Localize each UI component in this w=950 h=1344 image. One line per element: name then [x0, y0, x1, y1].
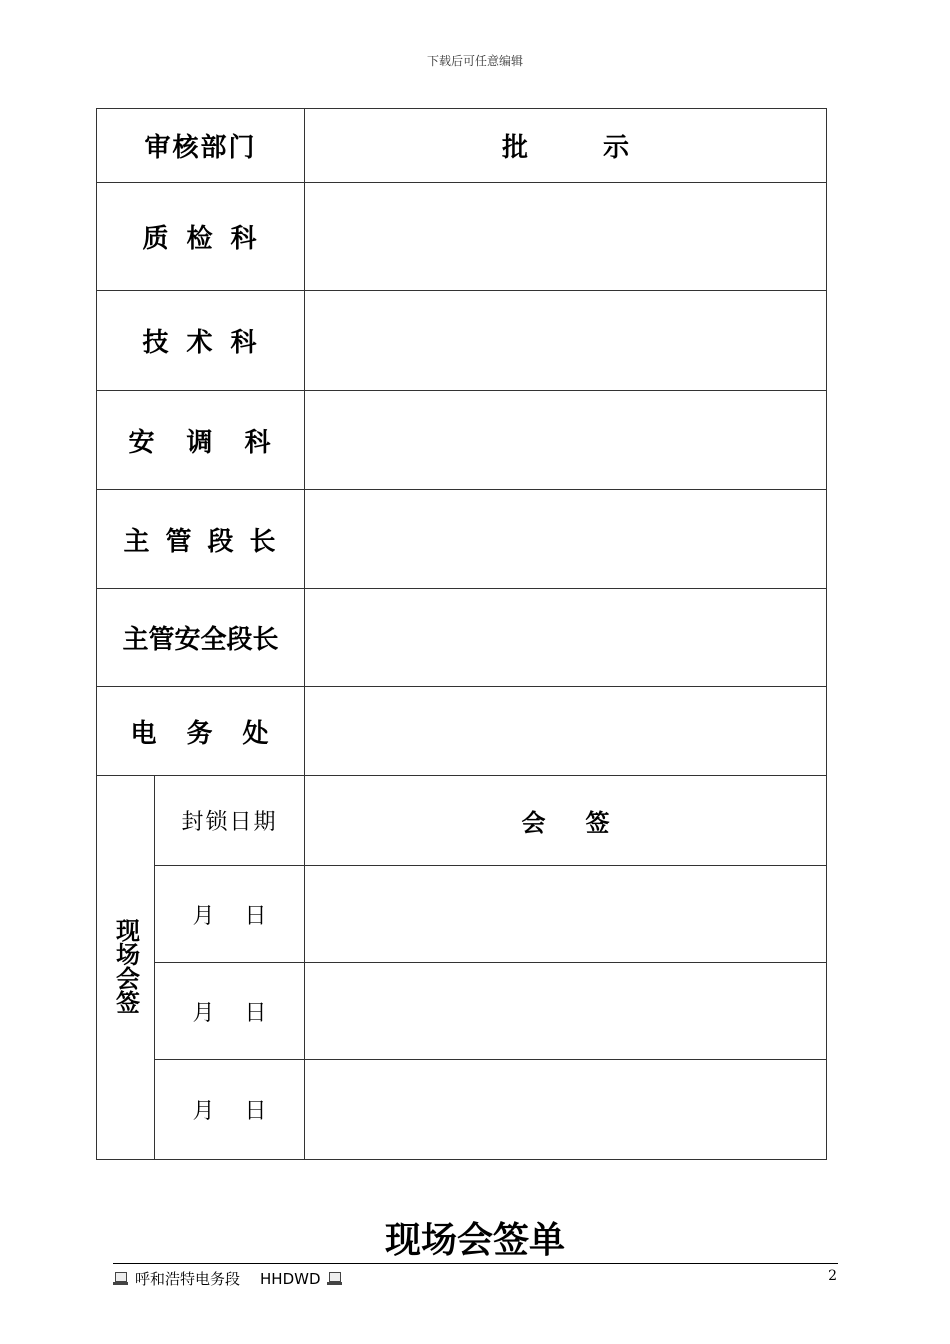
dept-char: 电	[130, 718, 159, 749]
footer	[113, 1268, 343, 1289]
remarks-cell[interactable]	[305, 687, 827, 776]
remarks-char: 批	[502, 133, 529, 163]
table-row	[97, 866, 827, 963]
dept-char: 主	[123, 526, 152, 557]
remarks-cell[interactable]	[305, 291, 827, 391]
footer-text: 呼和浩特电务段	[135, 1270, 241, 1288]
document-title: 现场会签单	[384, 1219, 565, 1261]
dept-column-header: 审核部门	[97, 109, 305, 183]
remarks-char: 示	[603, 133, 630, 163]
dept-char: 处	[242, 718, 271, 749]
remarks-cell[interactable]	[305, 490, 827, 589]
table-row	[97, 391, 827, 490]
dept-char: 科	[230, 328, 259, 358]
dept-char: 管	[165, 526, 194, 557]
date-cell[interactable]	[155, 1060, 305, 1160]
table-row	[97, 687, 827, 776]
table-header-row	[97, 109, 827, 183]
month-label: 月	[192, 903, 215, 929]
dept-char: 务	[186, 718, 215, 749]
computer-icon	[113, 1272, 129, 1286]
remarks-column-header	[305, 109, 827, 183]
footer-divider	[113, 1263, 838, 1264]
month-label: 月	[192, 1099, 215, 1124]
day-label: 日	[244, 903, 267, 929]
dept-char: 调	[186, 427, 215, 458]
footer-code: HHDWD	[260, 1269, 321, 1288]
date-cell[interactable]	[155, 866, 305, 963]
dept-section-chief	[97, 490, 305, 589]
dept-char: 段	[207, 526, 236, 557]
remarks-cell[interactable]	[305, 589, 827, 687]
remarks-cell[interactable]	[305, 391, 827, 490]
countersign-cell[interactable]	[305, 1060, 827, 1160]
table-row	[97, 1060, 827, 1160]
table-row	[97, 291, 827, 391]
dept-char: 技	[142, 328, 171, 358]
table-row	[97, 589, 827, 687]
dept-char: 科	[230, 224, 259, 254]
countersign-cell[interactable]	[305, 963, 827, 1060]
dept-char: 长	[249, 526, 278, 557]
onsite-header-row	[97, 776, 827, 866]
day-label: 日	[244, 1099, 267, 1124]
countersign-cell[interactable]	[305, 866, 827, 963]
table-row	[97, 490, 827, 589]
header-note: 下载后可任意编辑	[426, 54, 523, 68]
remarks-cell[interactable]	[305, 183, 827, 291]
page-number: 2	[828, 1268, 837, 1284]
dept-char: 安	[128, 427, 157, 458]
date-cell[interactable]	[155, 963, 305, 1060]
dept-electrical	[97, 687, 305, 776]
table-row	[97, 183, 827, 291]
dept-char: 术	[186, 328, 215, 358]
countersign-char: 签	[585, 808, 610, 837]
table-row	[97, 963, 827, 1060]
countersign-char: 会	[521, 808, 546, 837]
day-label: 日	[244, 1000, 267, 1026]
dept-char: 检	[186, 224, 215, 254]
dept-char: 科	[244, 427, 273, 458]
dept-safety-chief: 主管安全段长	[97, 589, 305, 687]
dept-char: 质	[142, 224, 171, 254]
dept-qc	[97, 183, 305, 291]
approval-table	[96, 108, 827, 1160]
countersign-header	[305, 776, 827, 866]
onsite-label: 现场会签	[111, 917, 141, 1014]
month-label: 月	[192, 1000, 215, 1026]
computer-icon	[327, 1272, 343, 1286]
onsite-label-cell	[97, 776, 155, 1160]
dept-tech	[97, 291, 305, 391]
dept-safety-dispatch	[97, 391, 305, 490]
seal-date-header: 封锁日期	[155, 776, 305, 866]
